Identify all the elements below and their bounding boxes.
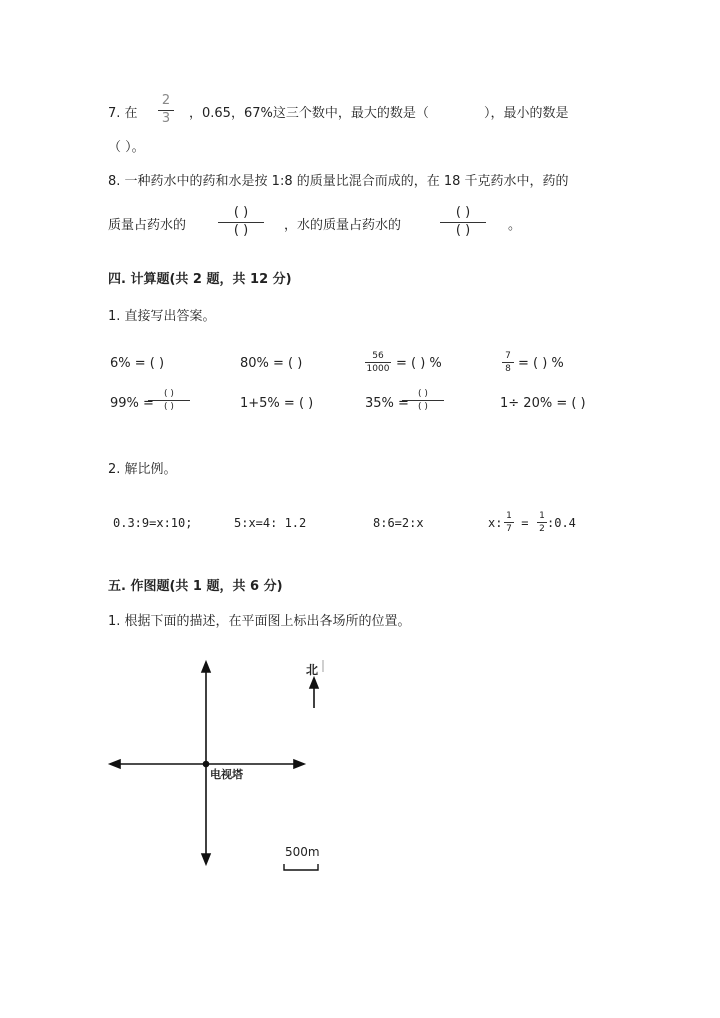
map-arrow-up (202, 662, 210, 672)
calc-99pct-blank-den: ( ) (164, 402, 174, 413)
calc-99pct-blank-bar (148, 400, 190, 401)
calc-1000-den: 1000 (366, 364, 390, 375)
proportion-1: 0.3:9=x:10; (113, 516, 193, 530)
calc-1plus5pct: 1+5% = ( ) (240, 396, 314, 411)
q8-blank-num-1: ( ) (233, 205, 249, 220)
q8-line2-a: 质量占药水的 (108, 218, 187, 233)
section4-q2-title: 2. 解比例。 (108, 462, 177, 477)
section5-title: 五. 作图题(共 1 题，共 6 分) (108, 579, 283, 594)
q8-blank-den-1: ( ) (233, 222, 249, 238)
map-arrow-left (110, 760, 120, 768)
calc-8-den: 8 (505, 364, 511, 375)
map-arrow-down (202, 854, 210, 864)
map-scale-bar (284, 864, 318, 870)
proportion-4-pre: x: (488, 516, 503, 530)
q7-middle: ，0.65，67%这三个数中，最大的数是（ (189, 106, 429, 121)
proportion-4-bar-1 (504, 522, 514, 523)
section4-title: 四. 计算题(共 2 题，共 12 分) (108, 272, 292, 287)
calc-1div20pct: 1÷ 20% = ( ) (500, 396, 586, 411)
q7-frac-den: 3 (161, 110, 171, 126)
proportion-4-d2: 2 (539, 524, 545, 535)
q8-line1: 8. 一种药水中的药和水是按 1:8 的质量比混合而成的，在 18 千克药水中，药的 (108, 174, 569, 189)
q7-blank-close: ），最小的数是 (484, 106, 569, 121)
calc-35pct-blank-den: ( ) (418, 402, 428, 413)
map-north-arrow-head (310, 678, 318, 688)
calc-56-1000-frac (365, 351, 391, 375)
section5-q1-title: 1. 根据下面的描述，在平面图上标出各场所的位置。 (108, 614, 411, 629)
q8-line2-c: 。 (508, 218, 522, 233)
calc-7-8-bar (502, 362, 514, 363)
calc-7-8-rest: = ( ) % (518, 356, 564, 371)
map-center-label: 电视塔 (210, 768, 243, 781)
map-center-dot (204, 762, 209, 767)
q8-blank-frac-2 (440, 206, 486, 239)
calc-6pct: 6% = ( ) (110, 356, 165, 371)
calc-99pct: 99% = (110, 396, 154, 411)
q7-line2: （ ）。 (108, 140, 145, 155)
q8-blank-num-2: ( ) (455, 205, 471, 220)
proportion-4-frac-2 (537, 511, 547, 535)
proportion-3: 8:6=2:x (373, 516, 424, 530)
q7-frac-num: 2 (161, 93, 171, 108)
calc-7-8-frac (502, 351, 514, 375)
calc-35pct-blank-frac (402, 389, 444, 413)
proportion-4-n2: 1 (539, 511, 545, 521)
calc-35pct-blank-num: ( ) (418, 389, 428, 399)
section4-q1-title: 1. 直接写出答案。 (108, 309, 216, 324)
q8-blank-den-2: ( ) (455, 222, 471, 238)
calc-56-num: 56 (372, 351, 384, 361)
proportion-4-bar-2 (537, 522, 547, 523)
calc-99pct-blank-num: ( ) (164, 389, 174, 399)
map-north-label: 北 (306, 663, 319, 677)
calc-35pct: 35% = (365, 396, 409, 411)
calc-99pct-blank-frac (148, 389, 190, 413)
proportion-4-frac-1 (504, 511, 514, 535)
q7-prefix: 7. 在 (108, 106, 138, 121)
q7-fraction (158, 94, 174, 127)
proportion-4-post: :0.4 (547, 516, 576, 530)
proportion-4-n1: 1 (506, 511, 512, 521)
proportion-4-d1: 7 (506, 524, 512, 535)
proportion-4-mid: = (514, 516, 536, 530)
map-arrow-right (294, 760, 304, 768)
q8-line2-b: ，水的质量占药水的 (284, 218, 402, 233)
calc-35pct-blank-bar (402, 400, 444, 401)
q8-blank-frac-1 (218, 206, 264, 239)
proportion-2: 5:x=4: 1.2 (234, 516, 307, 530)
map-scale-label: 500m (285, 845, 320, 859)
calc-80pct: 80% = ( ) (240, 356, 303, 371)
calc-56-bar (365, 362, 391, 363)
calc-7-num: 7 (505, 351, 511, 361)
calc-56-rest: = ( ) % (396, 356, 442, 371)
